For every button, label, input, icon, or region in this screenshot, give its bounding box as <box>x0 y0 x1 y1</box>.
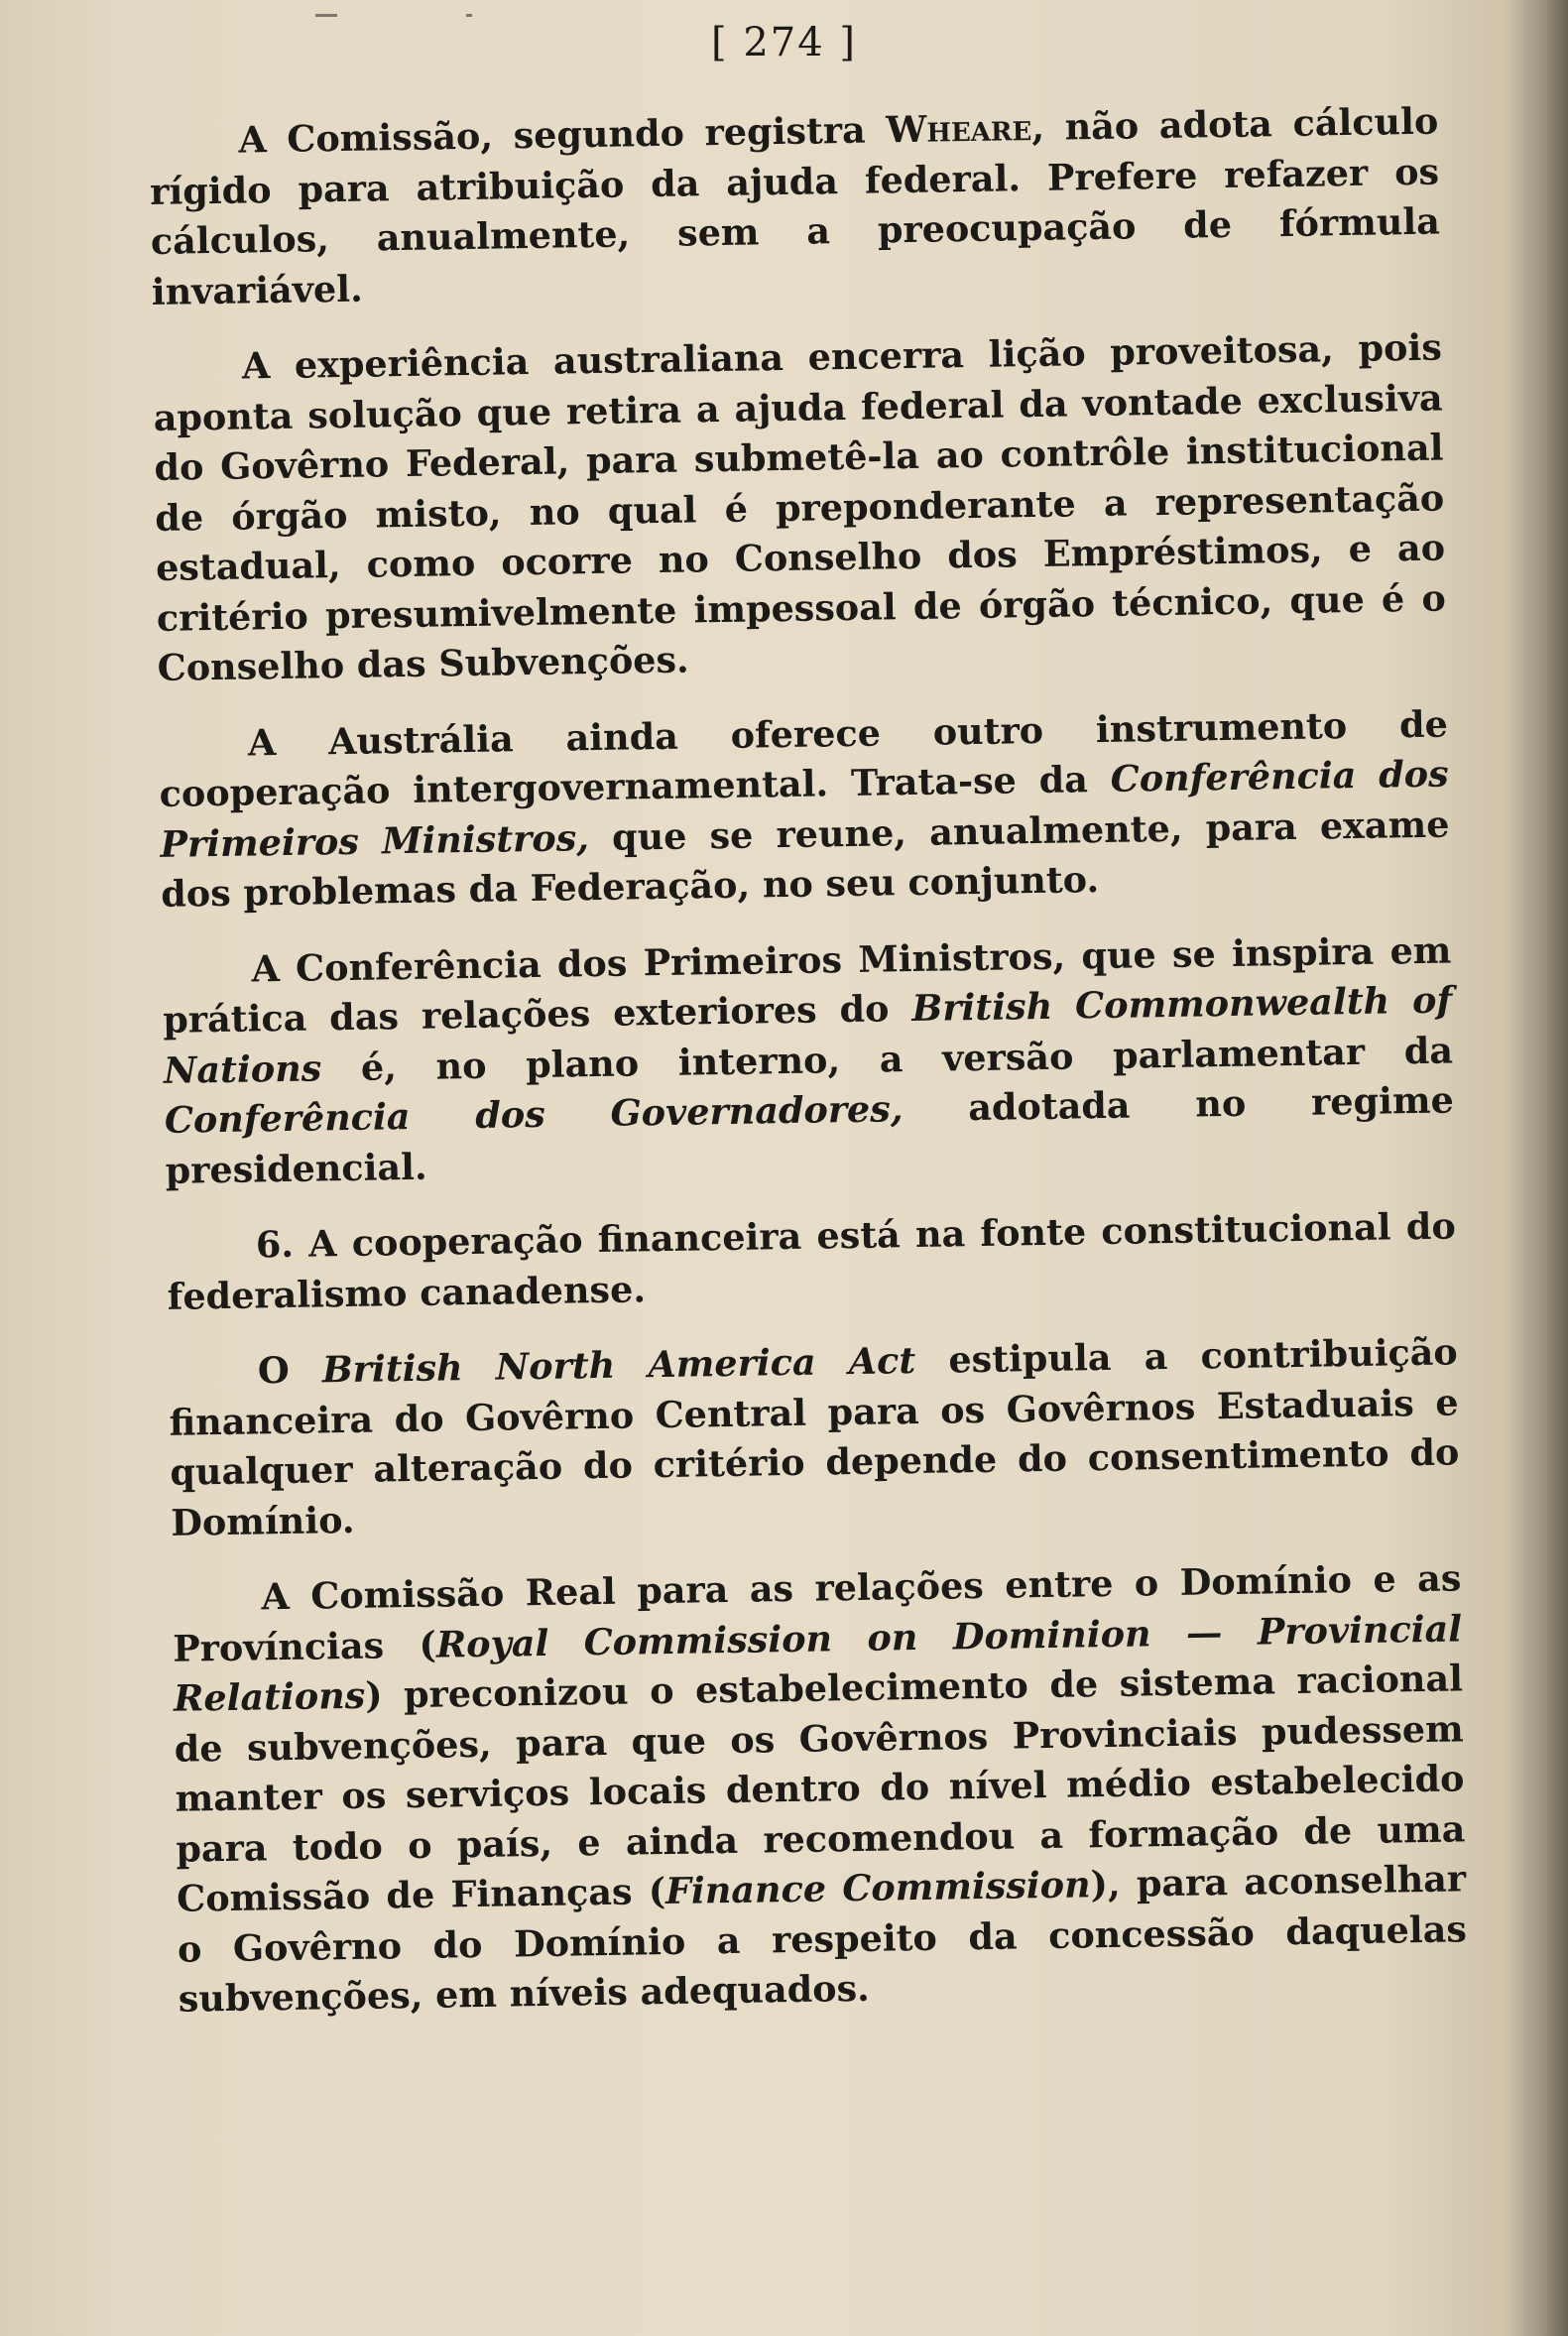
text-segment: 6. A cooperação financeira está na fonte constitucional do federalismo canadense. <box>167 1204 1457 1318</box>
text-segment: A Comissão Real para as relações entre o Domínio e as Províncias ( <box>172 1556 1462 1670</box>
text-segment: A Conferência dos Primeiros Ministros, que se inspira em prática das relações exteriores do <box>162 927 1452 1042</box>
top-ink-mark <box>315 14 337 17</box>
paragraph-1 <box>149 97 1441 317</box>
page-edge-shadow <box>1508 0 1568 2336</box>
italic-term: Conferência dos Governadores, <box>164 1087 904 1142</box>
body-text <box>149 97 1468 2051</box>
paragraph-3 <box>159 699 1451 920</box>
italic-term: Conferência dos Primeiros Ministros, <box>160 752 1449 866</box>
paragraph-6 <box>168 1327 1460 1547</box>
italic-term: Royal Commission on Dominion — Provincial Relations <box>173 1606 1463 1720</box>
text-segment: adotada no regime presidencial. <box>165 1078 1455 1192</box>
text-segment: ), para aconselhar o Govêrno do Domínio a respeito da concessão daquelas subvenções, em níveis adequados. <box>177 1857 1468 2021</box>
paragraph-7 <box>172 1553 1468 2025</box>
text-segment: , não adota cálculo rígido para atribuição da ajuda federal. Prefere refazer os cálculos, anualmente, sem a preocupação de fórmula invariável. <box>149 99 1441 313</box>
italic-term: British Commonwealth of Nations <box>163 978 1453 1092</box>
paragraph-4 <box>162 925 1455 1196</box>
paragraph-2 <box>153 323 1447 694</box>
page-number: [ 274 ] <box>711 20 857 65</box>
text-segment: O <box>257 1348 323 1393</box>
italic-term: Finance Commission <box>664 1863 1091 1913</box>
text-segment: A Comissão, segundo registra <box>238 108 887 162</box>
text-segment: A Austrália ainda oferece outro instrumento de cooperação intergovernamental. Trata-se da <box>159 702 1449 815</box>
text-segment: que se reune, anualmente, para exame dos problemas da Federação, no seu conjunto. <box>160 801 1450 916</box>
italic-term: British North America Act <box>321 1339 916 1392</box>
text-segment: ) preconizou o estabelecimento de sistema racional de subvenções, para que os Govêrnos Provinciais pudessem manter os serviços locais dentro do nível médio estabelecido para todo o país, e ainda recomendou a formação de uma Comissão de Finanças ( <box>174 1657 1466 1920</box>
text-segment: A experiência australiana encerra lição proveitosa, pois aponta solução que retira a ajuda federal da vontade exclusiva do Govêrno Federal, para submetê-la ao contrôle institucional de órgão misto, no qual é preponderante a representação estadual, como ocorre no Conselho dos Empréstimos, e ao critério presumivelmente impessoal de órgão técnico, que é o Conselho das Subvenções. <box>153 325 1447 689</box>
text-segment: é, no plano interno, a versão parlamentar da <box>320 1028 1454 1089</box>
paragraph-5 <box>166 1201 1456 1321</box>
top-ink-mark <box>466 14 472 17</box>
text-segment: estipula a contribuição financeira do Govêrno Central para os Govêrnos Estaduais e qualquer alteração do critério depende do consentimento do Domínio. <box>169 1330 1460 1544</box>
author-name: Wheare <box>885 106 1032 152</box>
